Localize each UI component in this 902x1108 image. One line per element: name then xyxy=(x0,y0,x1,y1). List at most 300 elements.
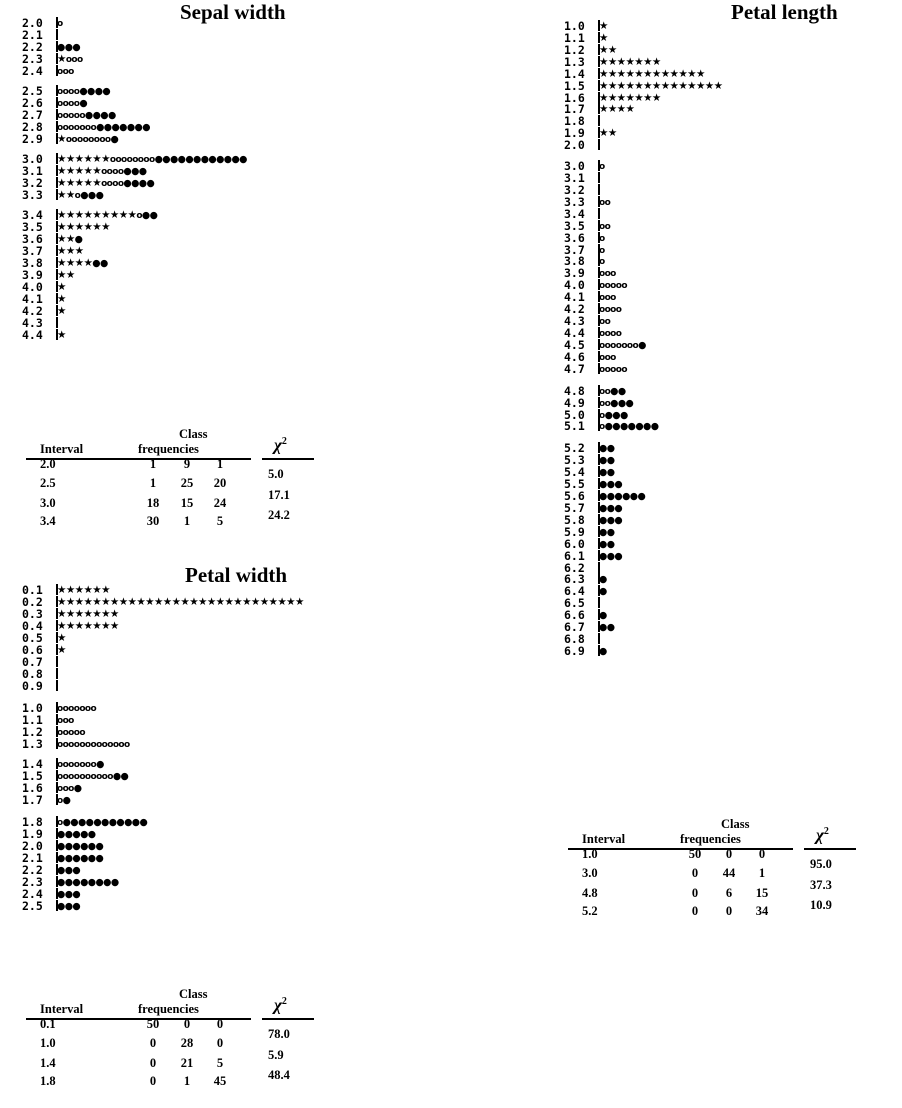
row-label: 0.8 xyxy=(22,667,43,681)
row-label: 6.1 xyxy=(564,548,585,563)
row-label: 1.2 xyxy=(22,725,43,739)
row-label: 4.0 xyxy=(22,280,43,294)
open-circle-mark: oooo xyxy=(599,329,622,339)
star-mark: ★★★★★ xyxy=(57,165,102,177)
filled-dot-mark: ● xyxy=(599,586,607,598)
row-marks xyxy=(599,514,622,526)
row-marks xyxy=(57,840,103,852)
row-marks xyxy=(57,644,66,656)
open-circle-mark: ooo xyxy=(599,293,616,304)
table-frequency-cell: 0 xyxy=(149,1056,157,1070)
table-frequency-cell: 21 xyxy=(180,1056,194,1070)
row-label: 2.3 xyxy=(22,52,43,66)
row-marks xyxy=(599,478,622,490)
filled-dot-mark: ●● xyxy=(599,622,615,634)
table-header-chi-squared xyxy=(274,435,287,453)
row-marks xyxy=(599,56,661,68)
star-mark: ★ xyxy=(57,329,66,341)
table-frequency-cell: 50 xyxy=(688,847,702,861)
axis-tick xyxy=(598,184,600,195)
row-label: 1.6 xyxy=(22,781,43,795)
table-frequency-cell: 0 xyxy=(691,866,699,880)
row-marks xyxy=(57,828,95,840)
row-marks xyxy=(57,209,157,221)
row-label: 3.3 xyxy=(22,188,43,202)
row-label: 4.0 xyxy=(564,278,585,293)
table-header-class: Class xyxy=(179,427,208,441)
table-chi-cell: 24.2 xyxy=(268,508,290,522)
open-circle-mark: ooo xyxy=(65,55,83,65)
row-label: 6.3 xyxy=(564,572,585,587)
row-label: 1.8 xyxy=(22,815,43,829)
row-marks xyxy=(57,257,108,269)
histogram xyxy=(22,17,322,341)
row-label: 3.1 xyxy=(564,171,585,186)
table-interval-cell: 1.4 xyxy=(40,1056,56,1070)
row-marks xyxy=(599,267,616,279)
filled-dot-mark: ●● xyxy=(599,455,615,467)
table-frequency-cell: 15 xyxy=(755,886,769,900)
row-label: 3.9 xyxy=(564,266,585,281)
open-circle-mark: o xyxy=(599,257,605,268)
star-mark: ★★★★★★ xyxy=(57,153,110,165)
axis-tick xyxy=(56,317,58,328)
row-label: 2.5 xyxy=(22,899,43,913)
row-label: 2.1 xyxy=(22,28,43,42)
axis-tick xyxy=(598,633,600,644)
row-marks xyxy=(57,714,74,726)
row-label: 2.4 xyxy=(22,887,43,901)
row-label: 1.7 xyxy=(564,102,585,117)
row-marks xyxy=(599,68,705,80)
table-frequency-cell: 1 xyxy=(183,1074,191,1088)
filled-dot-mark: ●●● xyxy=(57,901,81,912)
table-frequency-cell: 1 xyxy=(149,457,157,471)
axis-tick xyxy=(598,597,600,608)
row-marks xyxy=(599,585,607,597)
table-interval-cell: 2.0 xyxy=(40,457,56,471)
open-circle-mark: o xyxy=(599,162,605,173)
star-mark: ★★★★★★★ xyxy=(57,608,119,620)
panel-title: Petal length xyxy=(731,0,838,24)
star-mark: ★ xyxy=(57,293,66,305)
table-header-frequencies: frequencies xyxy=(138,442,199,456)
row-label: 3.7 xyxy=(564,242,585,257)
row-marks xyxy=(57,608,119,620)
table-frequency-cell: 0 xyxy=(149,1036,157,1050)
row-marks xyxy=(599,645,607,657)
row-label: 1.5 xyxy=(564,78,585,93)
axis-tick xyxy=(56,668,58,679)
table-chi-cell: 48.4 xyxy=(268,1068,290,1082)
axis-tick xyxy=(598,115,600,126)
filled-dot-mark: ●●●●●●●●●●●● xyxy=(154,154,247,165)
filled-dot-mark: ●●● xyxy=(57,889,81,900)
row-label: 3.9 xyxy=(22,268,43,282)
table-frequency-cell: 30 xyxy=(146,514,160,528)
row-label: 5.8 xyxy=(564,512,585,527)
row-label: 0.7 xyxy=(22,655,43,669)
row-marks xyxy=(599,20,608,32)
open-circle-mark: ooooo xyxy=(599,364,627,375)
row-label: 1.0 xyxy=(22,701,43,715)
open-circle-mark: ooooooo xyxy=(57,760,97,770)
star-mark: ★ xyxy=(57,632,66,644)
row-label: 4.1 xyxy=(564,290,585,305)
row-marks xyxy=(57,782,81,794)
table-interval-cell: 5.2 xyxy=(582,904,598,918)
filled-dot-mark: ● xyxy=(96,759,104,770)
open-circle-mark: o xyxy=(136,211,142,221)
row-label: 1.1 xyxy=(22,713,43,727)
panel-title: Petal width xyxy=(185,563,288,587)
row-label: 5.1 xyxy=(564,419,585,434)
filled-dot-mark: ●●● xyxy=(57,865,81,876)
row-label: 3.2 xyxy=(22,176,43,190)
table-interval-cell: 4.8 xyxy=(582,886,598,900)
row-marks xyxy=(57,584,110,596)
row-label: 2.5 xyxy=(22,84,43,98)
open-circle-mark: oooooooooo xyxy=(57,772,113,782)
chi-symbol: χ xyxy=(274,435,282,455)
table-frequency-cell: 1 xyxy=(183,514,191,528)
star-mark: ★ xyxy=(599,31,608,44)
filled-dot-mark: ●● xyxy=(599,526,615,538)
open-circle-mark: ooo xyxy=(57,716,74,726)
row-marks xyxy=(57,726,85,738)
filled-dot-mark: ●●●● xyxy=(84,110,116,121)
row-label: 4.7 xyxy=(564,361,585,376)
filled-dot-mark: ●●● xyxy=(599,514,623,526)
star-mark: ★★★★★★★ xyxy=(57,620,119,632)
filled-dot-mark: ● xyxy=(62,795,71,806)
row-marks xyxy=(599,573,607,585)
filled-dot-mark: ● xyxy=(73,783,82,794)
table-rule-chi xyxy=(804,848,856,850)
row-marks xyxy=(599,244,605,256)
row-marks xyxy=(57,221,110,233)
row-marks xyxy=(57,53,83,65)
row-marks xyxy=(57,876,119,888)
row-marks xyxy=(599,339,646,351)
filled-dot-mark: ●●● xyxy=(599,479,623,491)
row-label: 6.5 xyxy=(564,596,585,611)
row-label: 4.6 xyxy=(564,349,585,364)
table-frequency-cell: 34 xyxy=(755,904,769,918)
open-circle-mark: o xyxy=(599,233,605,244)
row-label: 3.8 xyxy=(564,254,585,269)
row-marks xyxy=(599,44,617,56)
table-frequency-cell: 0 xyxy=(725,904,733,918)
open-circle-mark: oooooooo xyxy=(65,135,111,145)
table-chi-cell: 37.3 xyxy=(810,878,832,892)
open-circle-mark: o xyxy=(57,796,63,806)
table-frequency-cell: 0 xyxy=(725,847,733,861)
row-marks xyxy=(599,160,605,172)
row-label: 2.0 xyxy=(564,138,585,153)
row-marks xyxy=(57,17,63,29)
table-frequency-cell: 0 xyxy=(758,847,766,861)
table-interval-cell: 1.0 xyxy=(582,847,598,861)
row-marks xyxy=(599,621,614,633)
row-label: 0.9 xyxy=(22,679,43,693)
filled-dot-mark: ●●● xyxy=(57,42,81,53)
row-label: 2.0 xyxy=(22,16,43,30)
table-header-chi-squared xyxy=(274,995,287,1013)
star-mark: ★★★★★★★★★★★★ xyxy=(599,67,705,80)
star-mark: ★★ xyxy=(599,43,617,56)
star-mark: ★ xyxy=(57,281,66,293)
row-marks xyxy=(599,385,626,397)
row-label: 3.4 xyxy=(564,206,585,221)
table-frequency-cell: 9 xyxy=(183,457,191,471)
open-circle-mark: o xyxy=(599,422,605,433)
row-marks xyxy=(599,255,605,267)
row-marks xyxy=(57,888,80,900)
star-mark: ★★★★★ xyxy=(57,177,102,189)
table-interval-cell: 2.5 xyxy=(40,476,56,490)
filled-dot-mark: ● xyxy=(110,134,119,145)
row-label: 6.0 xyxy=(564,536,585,551)
row-marks xyxy=(599,363,627,375)
table-frequency-cell: 0 xyxy=(149,1074,157,1088)
row-marks xyxy=(599,397,633,409)
chi-symbol: χ xyxy=(816,825,824,845)
row-label: 4.4 xyxy=(22,328,43,342)
open-circle-mark: oooooooo xyxy=(109,155,155,165)
row-label: 3.0 xyxy=(22,152,43,166)
open-circle-mark: oo xyxy=(599,317,611,328)
row-label: 1.5 xyxy=(22,769,43,783)
row-marks xyxy=(57,85,110,97)
table-chi-cell: 95.0 xyxy=(810,857,832,871)
row-label: 2.6 xyxy=(22,96,43,110)
row-label: 5.3 xyxy=(564,453,585,468)
row-label: 3.3 xyxy=(564,194,585,209)
star-mark: ★★★★★★★ xyxy=(599,91,661,104)
row-label: 0.2 xyxy=(22,595,43,609)
row-marks xyxy=(57,269,75,281)
row-label: 3.7 xyxy=(22,244,43,258)
row-marks xyxy=(599,351,616,363)
row-marks xyxy=(599,454,614,466)
row-label: 2.0 xyxy=(22,839,43,853)
table-header-class: Class xyxy=(179,987,208,1001)
row-label: 3.6 xyxy=(22,232,43,246)
open-circle-mark: ooo xyxy=(599,269,616,280)
row-marks xyxy=(599,291,616,303)
row-label: 1.0 xyxy=(564,19,585,33)
row-marks xyxy=(599,279,627,291)
table-frequency-cell: 0 xyxy=(216,1036,224,1050)
row-marks xyxy=(57,41,80,53)
filled-dot-mark: ● xyxy=(74,234,83,245)
table-frequency-cell: 5 xyxy=(216,1056,224,1070)
star-mark: ★ xyxy=(599,20,608,32)
table-chi-cell: 5.0 xyxy=(268,467,284,481)
filled-dot-mark: ●● xyxy=(599,443,615,455)
row-label: 1.3 xyxy=(22,737,43,751)
row-marks xyxy=(599,196,610,208)
row-marks xyxy=(599,32,608,44)
star-mark: ★★★★★★ xyxy=(57,221,110,233)
table-chi-cell: 17.1 xyxy=(268,488,290,502)
frequency-table xyxy=(564,817,864,927)
row-label: 4.5 xyxy=(564,337,585,352)
filled-dot-mark: ● xyxy=(599,610,607,622)
filled-dot-mark: ●●●●●●●●●●● xyxy=(62,817,148,828)
row-marks xyxy=(599,550,622,562)
table-interval-cell: 1.8 xyxy=(40,1074,56,1088)
table-frequency-cell: 0 xyxy=(691,886,699,900)
row-label: 5.7 xyxy=(564,500,585,515)
row-marks xyxy=(57,738,130,750)
row-marks xyxy=(57,121,150,133)
chi-superscript: 2 xyxy=(823,826,829,837)
row-marks xyxy=(57,293,66,305)
star-mark: ★ xyxy=(57,305,66,317)
row-marks xyxy=(599,220,610,232)
row-label: 6.9 xyxy=(564,644,585,658)
open-circle-mark: oo xyxy=(599,398,611,409)
row-label: 6.4 xyxy=(564,584,585,599)
row-label: 1.7 xyxy=(22,793,43,807)
table-header-frequencies: frequencies xyxy=(680,832,741,846)
filled-dot-mark: ●● xyxy=(141,210,158,221)
row-label: 1.4 xyxy=(22,757,43,771)
row-label: 3.5 xyxy=(564,218,585,233)
open-circle-mark: ooooo xyxy=(57,728,85,738)
filled-dot-mark: ●●●●●●●● xyxy=(57,877,119,888)
star-mark: ★★ xyxy=(57,189,75,201)
row-marks xyxy=(57,900,80,912)
row-marks xyxy=(599,80,722,92)
table-header-chi-squared xyxy=(816,825,829,843)
table-frequency-cell: 20 xyxy=(213,476,227,490)
axis-tick xyxy=(598,562,600,573)
filled-dot-mark: ●●● xyxy=(123,166,147,177)
table-frequency-cell: 1 xyxy=(216,457,224,471)
row-marks xyxy=(599,327,621,339)
axis-tick xyxy=(598,208,600,219)
chi-symbol: χ xyxy=(274,995,282,1015)
open-circle-mark: ooooo xyxy=(57,111,85,121)
row-label: 0.4 xyxy=(22,619,43,633)
star-mark: ★★★★★★★★★★★★★★★★★★★★★★★★★★★★ xyxy=(57,596,304,608)
filled-dot-mark: ●●● xyxy=(599,550,623,562)
row-label: 3.6 xyxy=(564,230,585,245)
filled-dot-mark: ●● xyxy=(92,258,108,269)
row-label: 2.3 xyxy=(22,875,43,889)
star-mark: ★★★★★★★★★★★★★★ xyxy=(599,79,723,92)
filled-dot-mark: ●●● xyxy=(80,190,104,201)
row-marks xyxy=(57,153,247,165)
row-label: 1.4 xyxy=(564,66,585,81)
row-label: 0.5 xyxy=(22,631,43,645)
filled-dot-mark: ●●●● xyxy=(123,178,155,189)
row-label: 2.1 xyxy=(22,851,43,865)
row-label: 1.6 xyxy=(564,90,585,105)
star-mark: ★★★★★★ xyxy=(57,584,110,596)
row-marks xyxy=(57,329,66,341)
table-frequency-cell: 0 xyxy=(183,1017,191,1031)
row-marks xyxy=(599,609,607,621)
row-marks xyxy=(57,794,70,806)
row-label: 0.6 xyxy=(22,643,43,657)
row-label: 6.2 xyxy=(564,560,585,575)
table-interval-cell: 3.4 xyxy=(40,514,56,528)
table-chi-cell: 5.9 xyxy=(268,1048,284,1062)
axis-tick xyxy=(598,139,600,150)
row-marks xyxy=(599,538,614,550)
row-label: 2.9 xyxy=(22,132,43,146)
table-interval-cell: 3.0 xyxy=(40,496,56,510)
table-frequency-cell: 25 xyxy=(180,476,194,490)
row-marks xyxy=(57,281,66,293)
open-circle-mark: o xyxy=(57,818,63,828)
filled-dot-mark: ●●●●●●● xyxy=(604,421,659,433)
row-label: 5.4 xyxy=(564,465,585,480)
star-mark: ★★ xyxy=(57,233,75,245)
table-header-interval: Interval xyxy=(40,1002,84,1016)
star-mark: ★★★★ xyxy=(599,103,635,116)
row-label: 3.8 xyxy=(22,256,43,270)
chi-superscript: 2 xyxy=(281,436,287,447)
row-marks xyxy=(57,864,80,876)
row-label: 1.9 xyxy=(22,827,43,841)
table-frequency-cell: 24 xyxy=(213,496,227,510)
open-circle-mark: oo xyxy=(599,197,611,208)
row-label: 2.4 xyxy=(22,64,43,78)
histogram xyxy=(564,20,864,657)
row-label: 4.2 xyxy=(564,302,585,317)
frequency-table xyxy=(22,987,322,1097)
filled-dot-mark: ●●●●●● xyxy=(57,841,104,852)
star-mark: ★★★★ xyxy=(57,257,93,269)
star-mark: ★★ xyxy=(599,127,617,140)
open-circle-mark: ooooooo xyxy=(57,704,97,714)
table-frequency-cell: 44 xyxy=(722,866,736,880)
table-header-interval: Interval xyxy=(40,442,84,456)
row-label: 4.9 xyxy=(564,395,585,410)
table-frequency-cell: 28 xyxy=(180,1036,194,1050)
open-circle-mark: ooooo xyxy=(599,281,627,292)
table-interval-cell: 3.0 xyxy=(582,866,598,880)
table-frequency-cell: 18 xyxy=(146,496,160,510)
filled-dot-mark: ● xyxy=(599,646,607,657)
row-marks xyxy=(599,526,614,538)
row-marks xyxy=(57,702,96,714)
table-chi-cell: 10.9 xyxy=(810,898,832,912)
row-marks xyxy=(57,189,103,201)
row-marks xyxy=(57,758,104,770)
row-marks xyxy=(599,442,614,454)
row-label: 0.1 xyxy=(22,583,43,597)
filled-dot-mark: ●●●●●●● xyxy=(96,122,150,133)
panel-petal-width xyxy=(22,563,322,1103)
table-interval-cell: 1.0 xyxy=(40,1036,56,1050)
star-mark: ★ xyxy=(57,644,66,656)
row-marks xyxy=(599,420,658,432)
filled-dot-mark: ●●●●●● xyxy=(57,853,104,864)
table-header-interval: Interval xyxy=(582,832,626,846)
table-frequency-cell: 6 xyxy=(725,886,733,900)
row-marks xyxy=(599,92,661,104)
table-chi-cell: 78.0 xyxy=(268,1027,290,1041)
row-label: 3.2 xyxy=(564,182,585,197)
axis-tick xyxy=(56,656,58,667)
row-marks xyxy=(599,315,610,327)
